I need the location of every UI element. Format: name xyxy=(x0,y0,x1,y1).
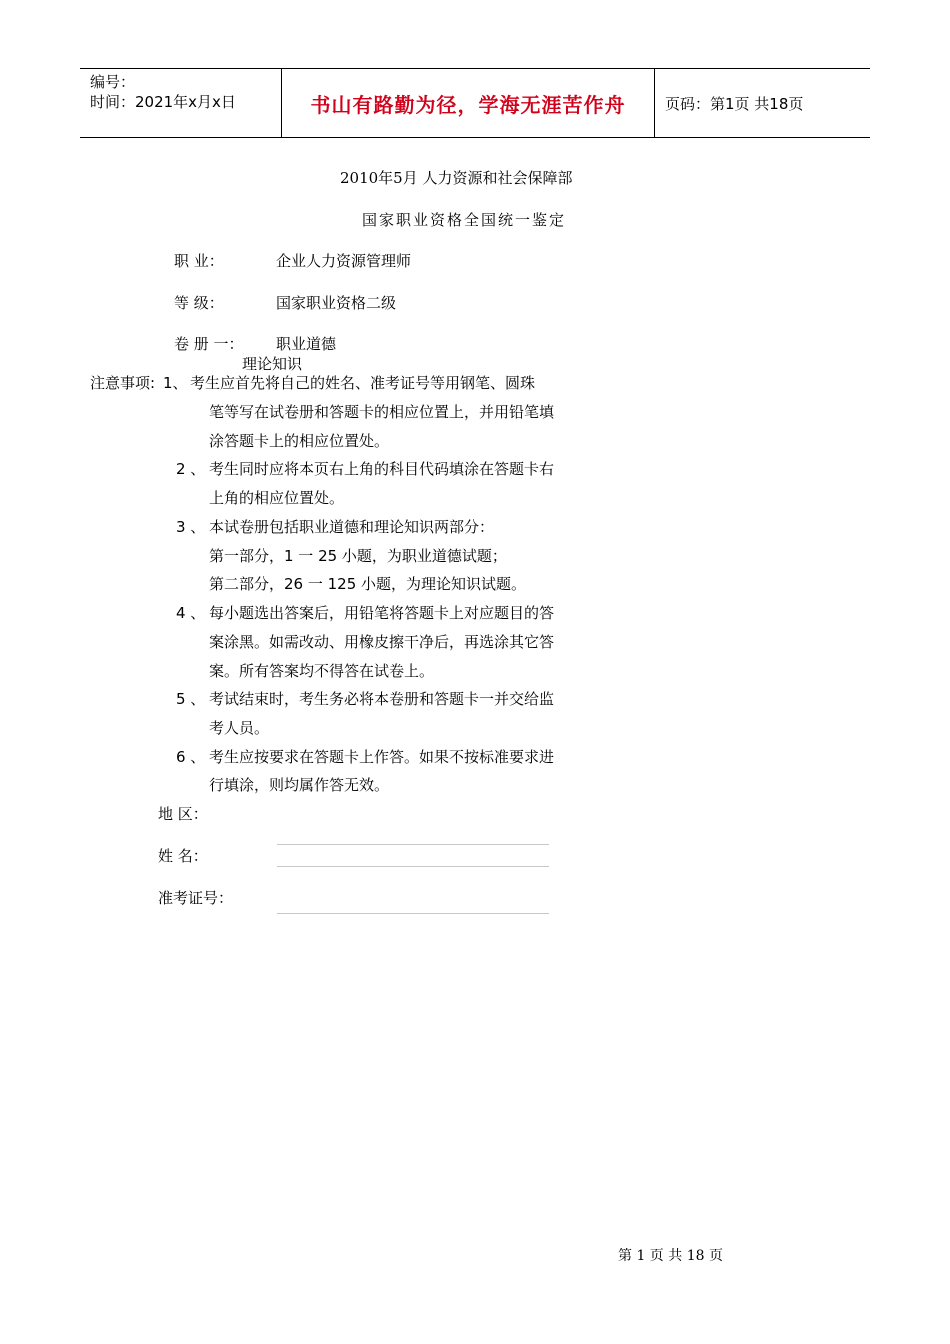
note-number: 3 、 xyxy=(176,518,206,536)
region-field[interactable] xyxy=(277,844,549,845)
note-line: 考生应按要求在答题卡上作答。如果不按标准要求进 xyxy=(209,748,555,766)
note-number: 4 、 xyxy=(176,604,206,622)
occupation-value: 企业人力资源管理师 xyxy=(276,252,412,270)
ticket-number-field[interactable] xyxy=(277,913,549,914)
volume-label: 卷 册 一： xyxy=(174,335,244,353)
issuer-line: 2010年5月 人力资源和社会保障部 xyxy=(340,169,573,187)
note-line: 第二部分，26 一 125 小题，为理论知识试题。 xyxy=(209,575,527,593)
volume-value: 职业道德 xyxy=(276,335,337,353)
note-line: 笔等写在试卷册和答题卡的相应位置上，并用铅笔填 xyxy=(209,403,555,421)
note-line: 考生应首先将自己的姓名、准考证号等用钢笔、圆珠 xyxy=(190,374,536,392)
name-label: 姓 名： xyxy=(158,847,208,865)
page-footer: 第 1 页 共 18 页 xyxy=(618,1248,723,1264)
note-line: 考试结束时，考生务必将本卷册和答题卡一并交给监 xyxy=(209,690,555,708)
name-field[interactable] xyxy=(277,866,549,867)
note-line: 本试卷册包括职业道德和理论知识两部分： xyxy=(209,518,495,536)
note-number: 6 、 xyxy=(176,748,206,766)
note-line: 考生同时应将本页右上角的科目代码填涂在答题卡右 xyxy=(209,460,555,478)
header-meta xyxy=(90,72,236,112)
serial-label: 编号： xyxy=(90,73,136,91)
note-line: 上角的相应位置处。 xyxy=(209,489,345,507)
note-line: 考人员。 xyxy=(209,719,270,737)
note-number: 5 、 xyxy=(176,690,206,708)
region-label: 地 区： xyxy=(158,805,208,823)
note-line: 行填涂，则均属作答无效。 xyxy=(209,776,390,794)
notes-title: 注意事项: xyxy=(90,374,156,392)
occupation-label: 职 业： xyxy=(174,252,224,270)
header-page-info: 页码：第1页 共18页 xyxy=(665,95,804,113)
volume-value-2: 理论知识 xyxy=(242,355,303,373)
time-label: 时间：2021年x月x日 xyxy=(90,93,236,111)
header-table xyxy=(80,68,870,138)
level-label: 等 级： xyxy=(174,294,224,312)
note-line: 每小题选出答案后，用铅笔将答题卡上对应题目的答 xyxy=(209,604,555,622)
level-value: 国家职业资格二级 xyxy=(276,294,397,312)
ticket-number-label: 准考证号： xyxy=(158,889,234,907)
header-divider xyxy=(654,69,655,137)
motto: 书山有路勤为径，学海无涯苦作舟 xyxy=(310,92,626,117)
note-number: 2 、 xyxy=(176,460,206,478)
note-number: 1、 xyxy=(163,374,188,392)
note-line: 第一部分，1 一 25 小题，为职业道德试题； xyxy=(209,547,507,565)
note-line: 涂答题卡上的相应位置处。 xyxy=(209,432,390,450)
exam-title: 国家职业资格全国统一鉴定 xyxy=(362,211,567,229)
note-line: 案涂黑。如需改动、用橡皮擦干净后，再选涂其它答 xyxy=(209,633,555,651)
note-line: 案。所有答案均不得答在试卷上。 xyxy=(209,662,435,680)
